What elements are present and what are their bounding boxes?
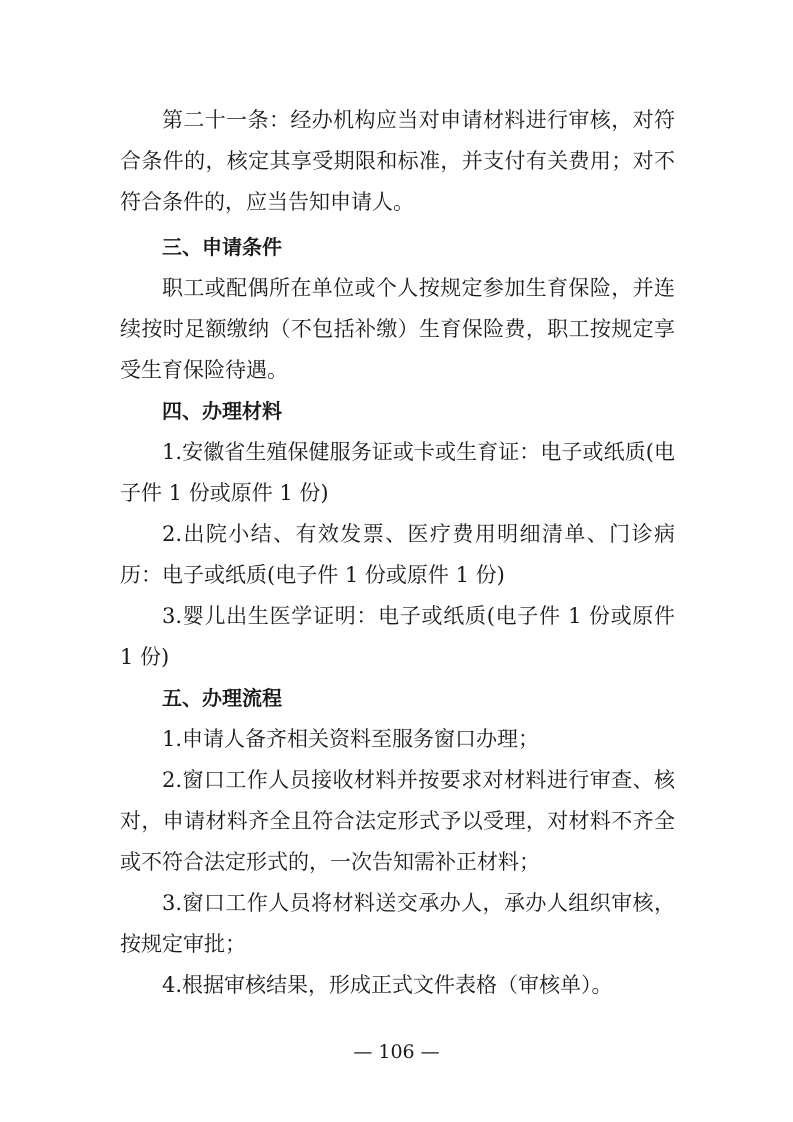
section-heading-process: 五、办理流程	[162, 686, 282, 710]
conditions-paragraph: 职工或配偶所在单位或个人按规定参加生育保险，并连续按时足额缴纳（不包括补缴）生育保险费，职工按规定享受生育保险待遇。	[120, 276, 675, 382]
process-step: 4.根据审核结果，形成正式文件表格（审核单）。	[162, 973, 613, 997]
section-heading-materials: 四、办理材料	[162, 399, 282, 423]
article-21-paragraph: 第二十一条：经办机构应当对申请材料进行审核，对符合条件的，核定其享受期限和标准，并支付有关费用；对不符合条件的，应当告知申请人。	[120, 108, 675, 214]
section-heading-conditions: 三、申请条件	[162, 235, 282, 259]
material-item: 3.婴儿出生医学证明：电子或纸质(电子件 1 份或原件 1 份)	[120, 604, 675, 669]
process-step: 3.窗口工作人员将材料送交承办人，承办人组织审核，按规定审批；	[120, 891, 675, 956]
process-step: 2.窗口工作人员接收材料并按要求对材料进行审查、核对，申请材料齐全且符合法定形式予以受理，对材料不齐全或不符合法定形式的，一次告知需补正材料；	[120, 768, 675, 874]
material-item: 2.出院小结、有效发票、医疗费用明细清单、门诊病历：电子或纸质(电子件 1 份或原件 1 份)	[120, 522, 675, 587]
process-step: 1.申请人备齐相关资料至服务窗口办理；	[162, 727, 540, 751]
page-number: — 106 —	[353, 1041, 440, 1063]
material-item: 1.安徽省生殖保健服务证或卡或生育证：电子或纸质(电子件 1 份或原件 1 份)	[120, 440, 675, 505]
